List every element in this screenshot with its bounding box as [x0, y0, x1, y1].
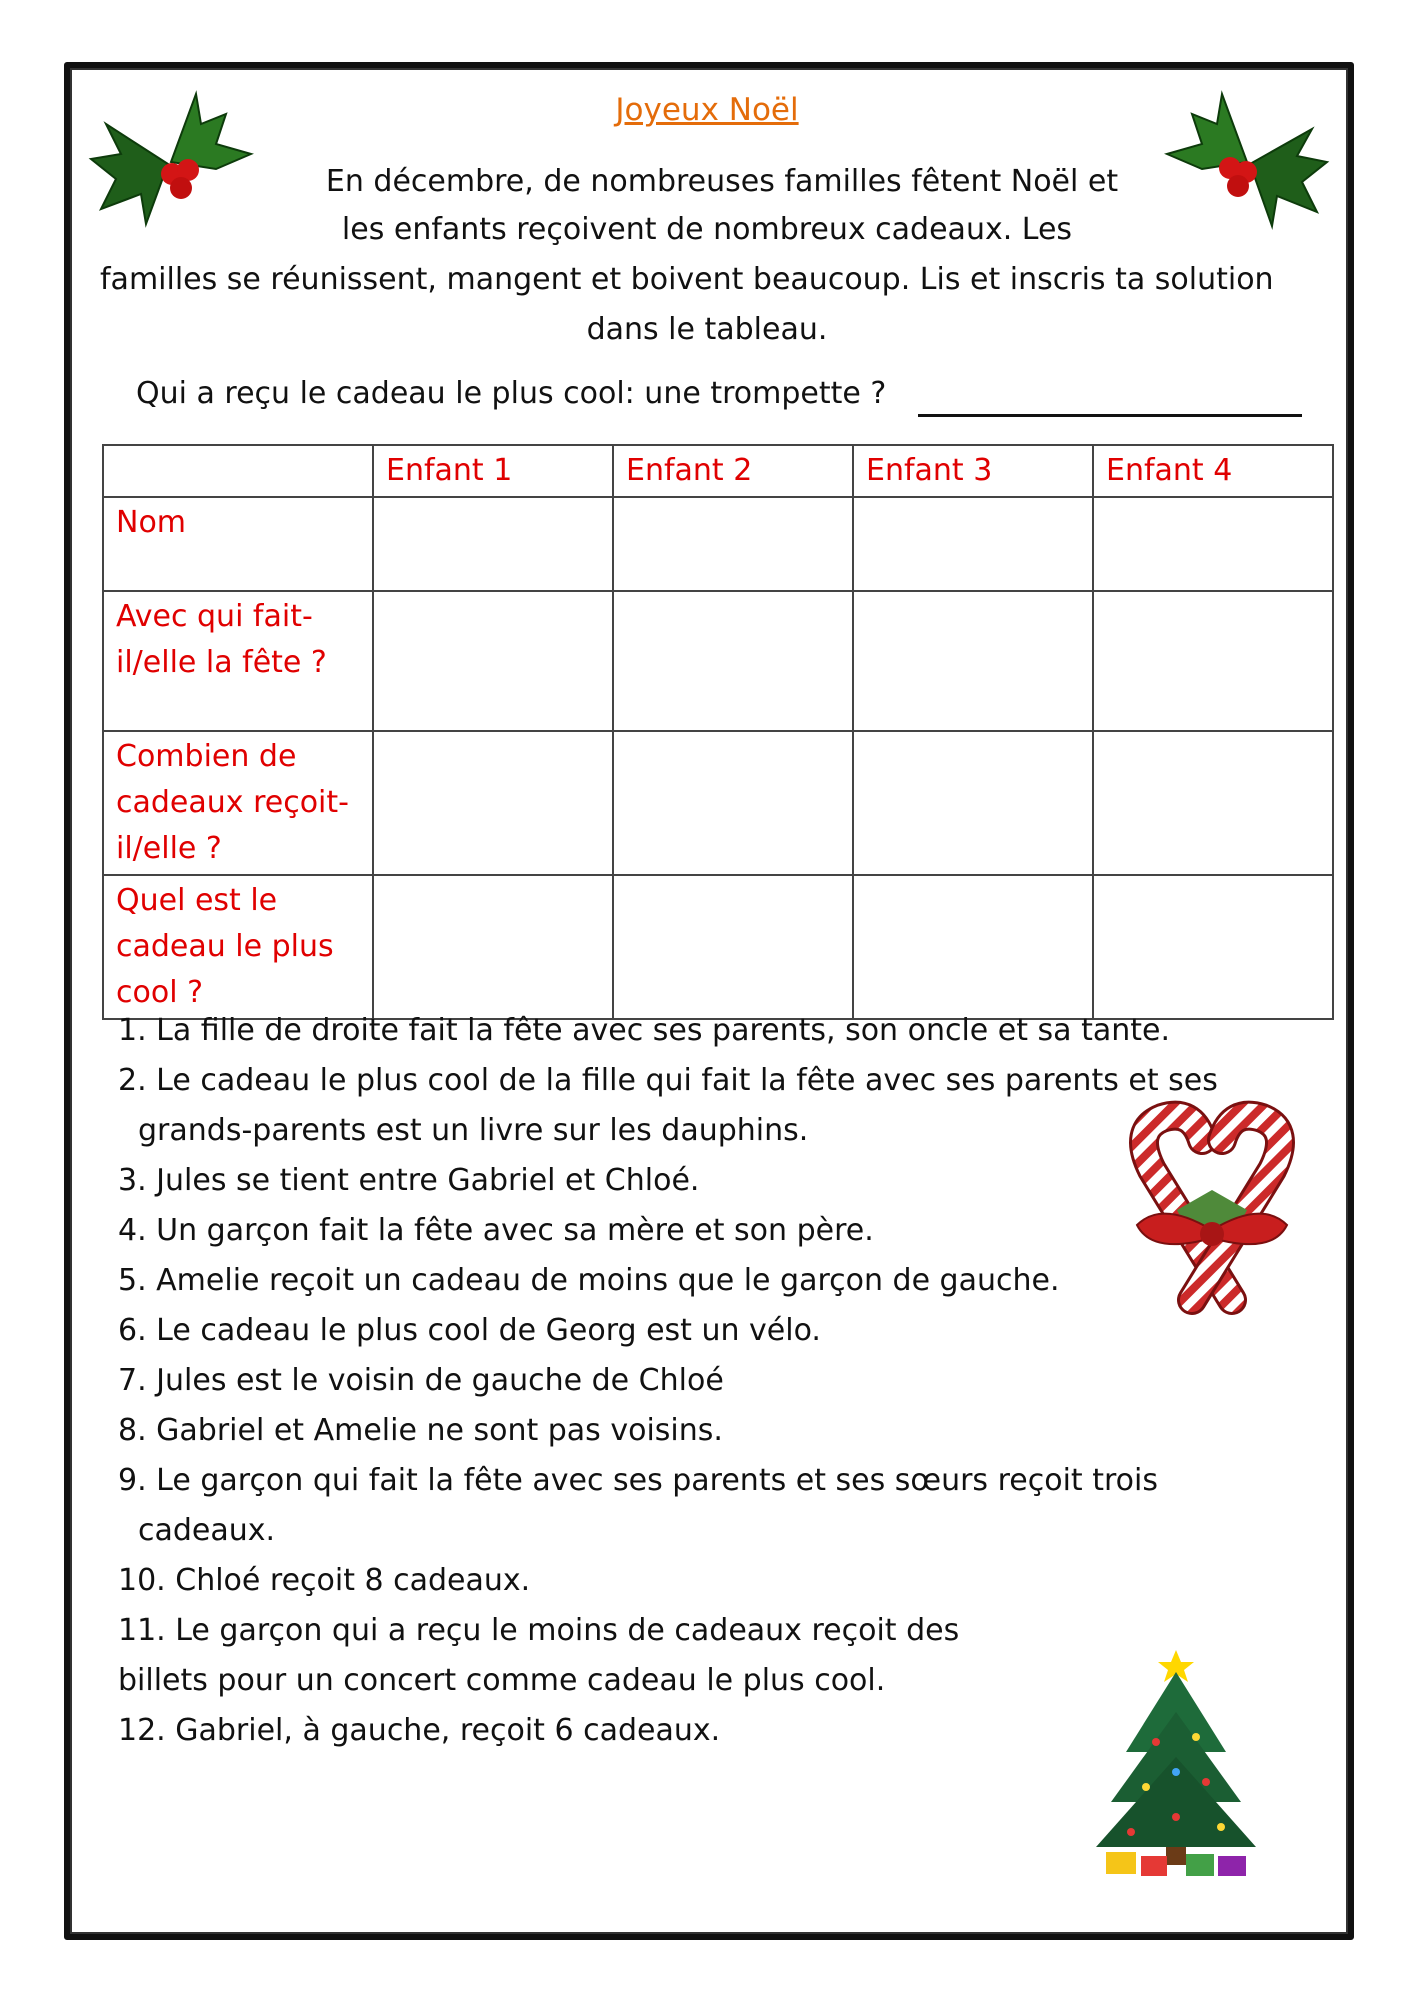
- answer-cell[interactable]: [853, 875, 1093, 1019]
- list-item: 5. Amelie reçoit un cadeau de moins que le garçon de gauche.: [118, 1263, 1060, 1298]
- table-row: [103, 731, 1333, 875]
- intro-line-4: dans le tableau.: [586, 312, 828, 347]
- answer-cell[interactable]: [613, 591, 853, 731]
- answer-cell[interactable]: [613, 875, 853, 1019]
- answer-cell[interactable]: [853, 591, 1093, 731]
- answer-cell[interactable]: [613, 497, 853, 591]
- table-header-cell: Enfant 1: [373, 445, 613, 497]
- answer-cell[interactable]: [373, 731, 613, 875]
- list-item: 7. Jules est le voisin de gauche de Chloé: [118, 1363, 724, 1398]
- answer-cell[interactable]: [1093, 731, 1333, 875]
- table-header-cell: Enfant 2: [613, 445, 853, 497]
- intro-line-1: En décembre, de nombreuses familles fêtent Noël et: [325, 164, 1119, 199]
- row-label: Quel est le cadeau le plus cool ?: [103, 875, 373, 1019]
- list-item: 4. Un garçon fait la fête avec sa mère et son père.: [118, 1213, 874, 1248]
- row-label: Nom: [103, 497, 373, 591]
- question: Qui a reçu le cadeau le plus cool: une trompette ?: [136, 376, 887, 411]
- table-row: [103, 591, 1333, 731]
- list-item: 1. La fille de droite fait la fête avec ses parents, son oncle et sa tante.: [118, 1013, 1171, 1048]
- list-item: 2. Le cadeau le plus cool de la fille qui fait la fête avec ses parents et ses grands-parents est un livre sur les dauphins.: [118, 1063, 1218, 1148]
- christmas-tree-icon: [1086, 1642, 1266, 1882]
- answer-cell[interactable]: [853, 497, 1093, 591]
- table-header-cell: [103, 445, 373, 497]
- intro-line-2: les enfants reçoivent de nombreux cadeaux. Les: [341, 212, 1073, 247]
- list-item: 12. Gabriel, à gauche, reçoit 6 cadeaux.: [118, 1713, 721, 1748]
- table-header-cell: Enfant 3: [853, 445, 1093, 497]
- candy-cane-icon: [1082, 1100, 1342, 1320]
- answer-cell[interactable]: [1093, 497, 1333, 591]
- list-item: 10. Chloé reçoit 8 cadeaux.: [118, 1563, 531, 1598]
- answer-cell[interactable]: [613, 731, 853, 875]
- intro-line-3: familles se réunissent, mangent et boivent beaucoup. Lis et inscris ta solution: [100, 262, 1274, 297]
- table-header-cell: Enfant 4: [1093, 445, 1333, 497]
- list-item: billets pour un concert comme cadeau le plus cool.: [118, 1663, 886, 1698]
- list-item: 8. Gabriel et Amelie ne sont pas voisins.: [118, 1413, 723, 1448]
- list-item: 3. Jules se tient entre Gabriel et Chloé.: [118, 1163, 700, 1198]
- answer-cell[interactable]: [853, 731, 1093, 875]
- answer-cell[interactable]: [373, 875, 613, 1019]
- row-label: Combien de cadeaux reçoit- il/elle ?: [103, 731, 373, 875]
- answer-cell[interactable]: [1093, 875, 1333, 1019]
- list-item: 6. Le cadeau le plus cool de Georg est un vélo.: [118, 1313, 821, 1348]
- table-header-row: [103, 445, 1333, 497]
- solution-table: [102, 444, 1334, 1020]
- page-title: Joyeux Noël: [615, 92, 799, 128]
- list-item: 11. Le garçon qui a reçu le moins de cadeaux reçoit des: [118, 1613, 960, 1648]
- table-row: [103, 875, 1333, 1019]
- answer-cell[interactable]: [373, 591, 613, 731]
- table-row: [103, 497, 1333, 591]
- answer-cell[interactable]: [373, 497, 613, 591]
- answer-cell[interactable]: [1093, 591, 1333, 731]
- row-label: Avec qui fait- il/elle la fête ?: [103, 591, 373, 731]
- list-item: 9. Le garçon qui fait la fête avec ses parents et ses sœurs reçoit trois cadeaux.: [118, 1463, 1158, 1548]
- answer-blank[interactable]: [918, 414, 1302, 417]
